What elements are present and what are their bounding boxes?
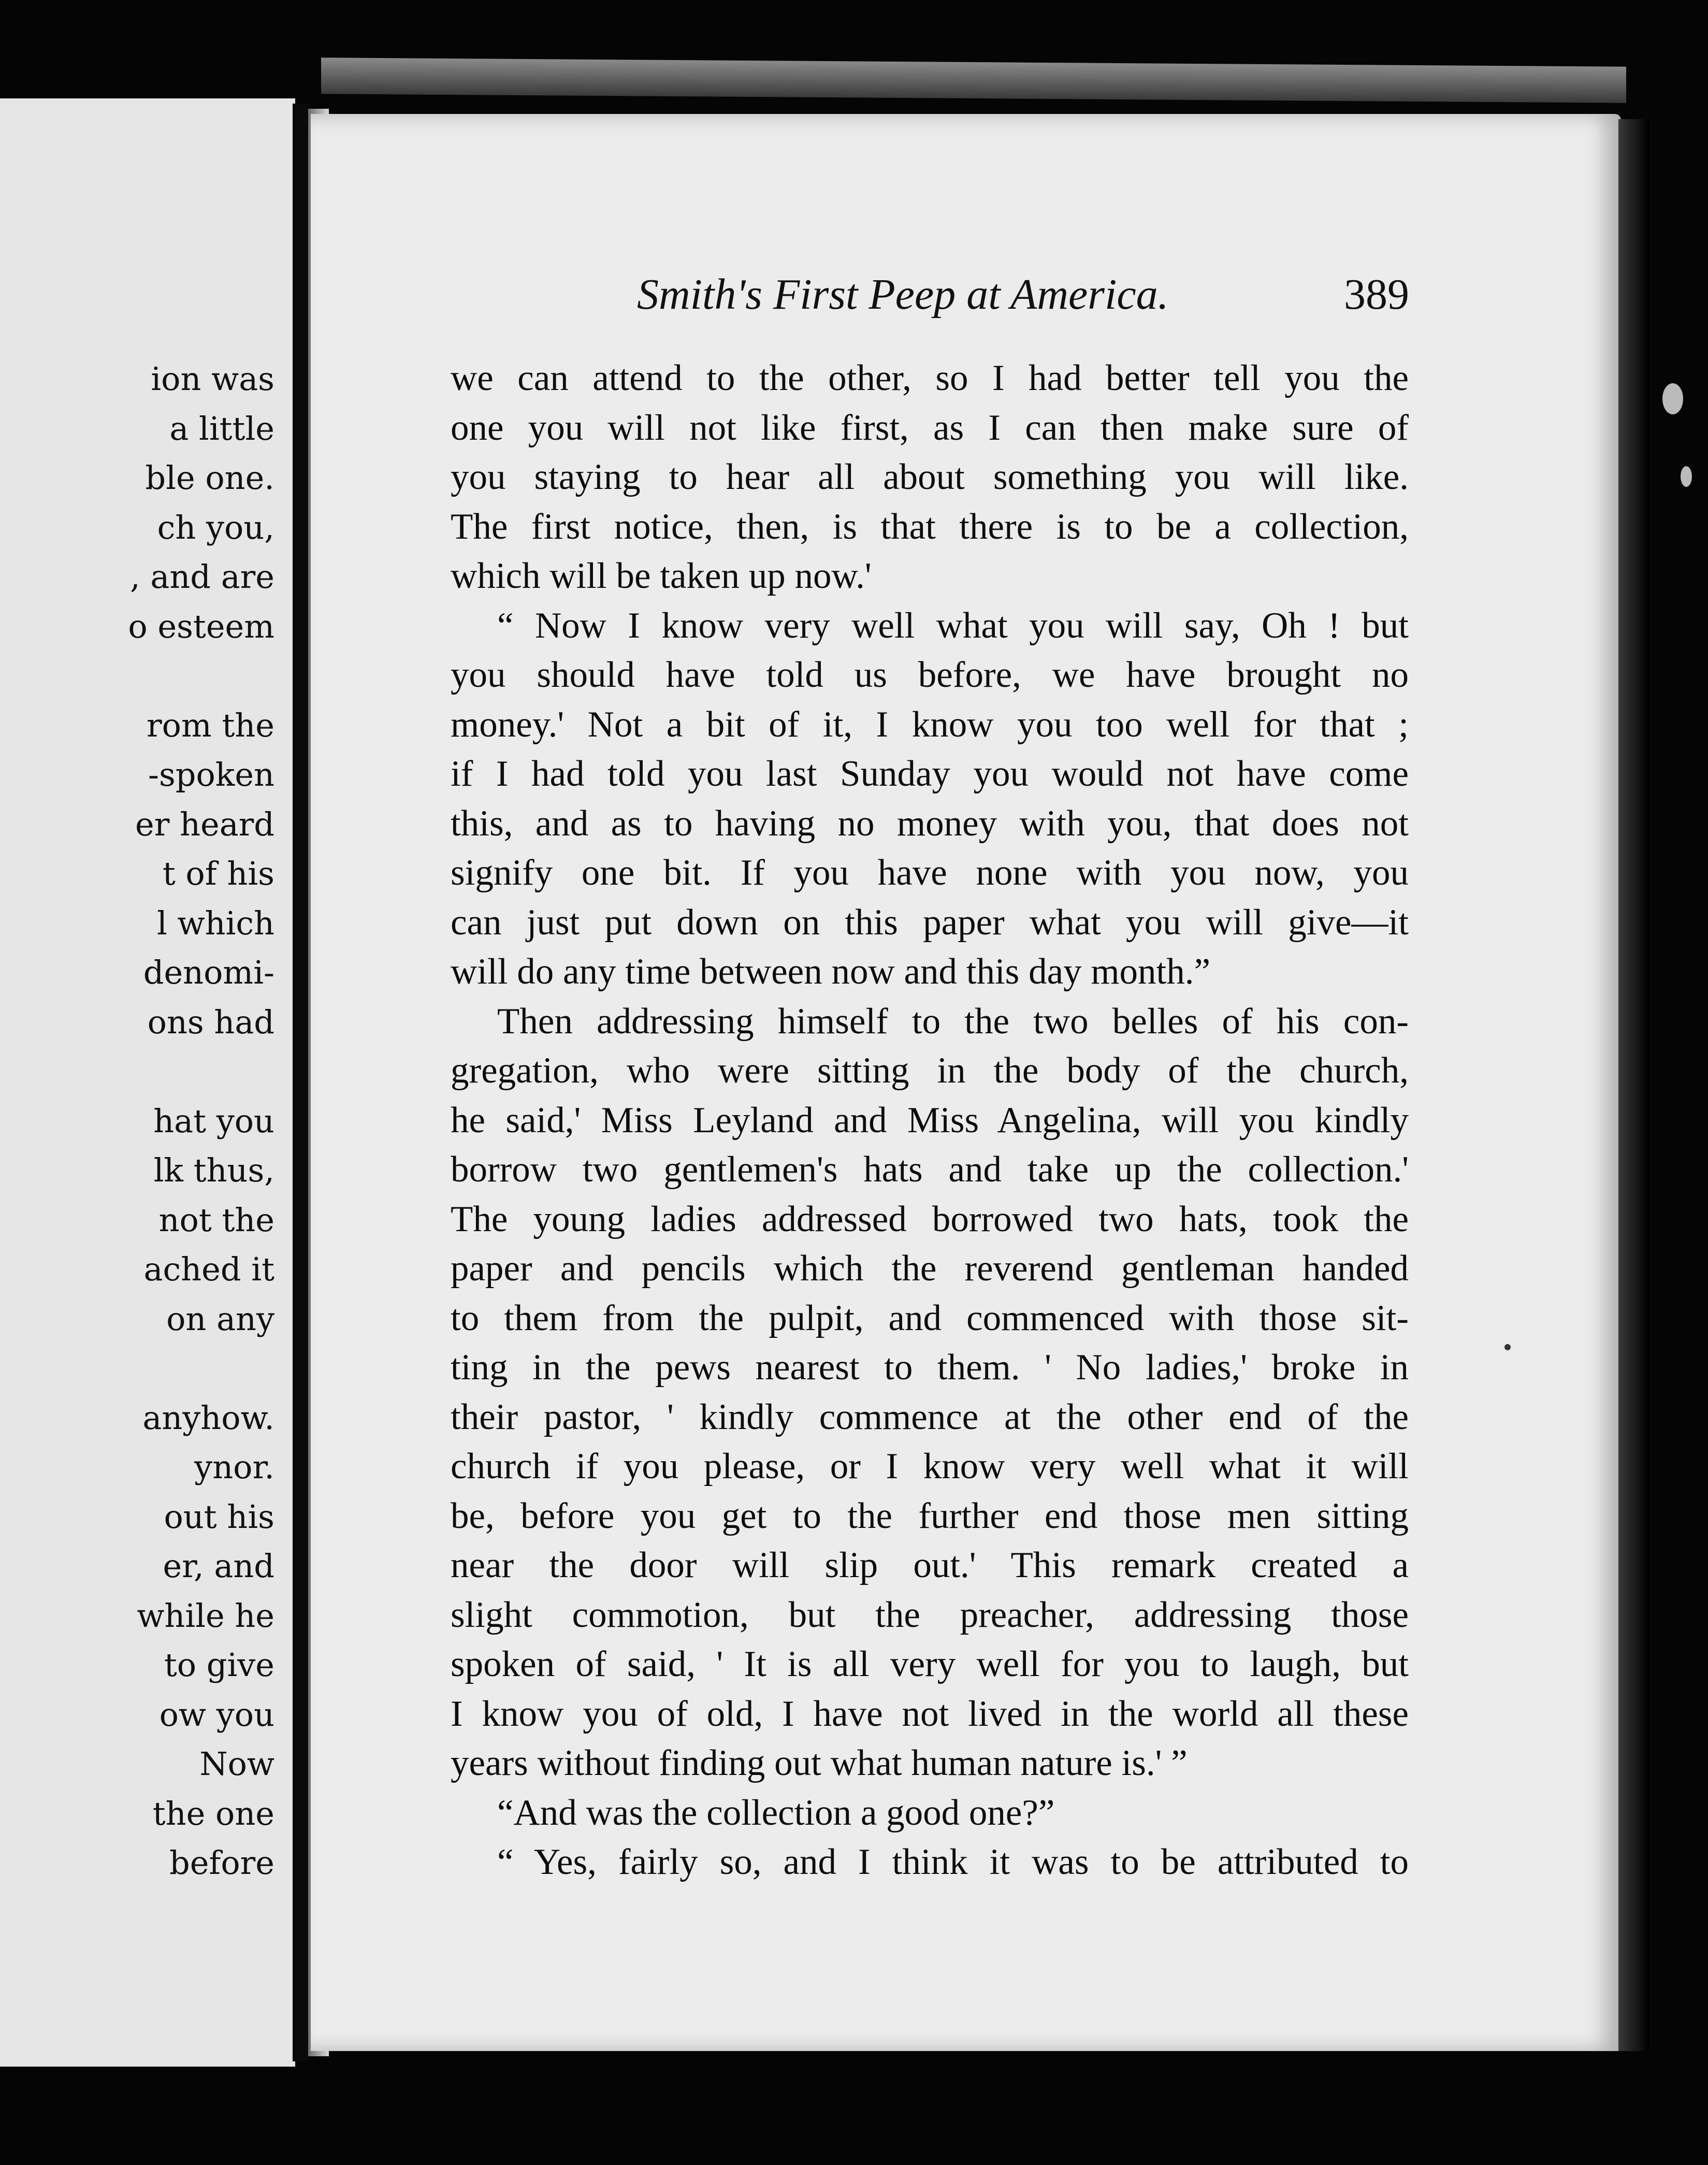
body-line: paper and pencils which the reverend gentleman handed bbox=[451, 1248, 1409, 1289]
left-page-line: Now bbox=[199, 1745, 274, 1783]
running-head: Smith's First Peep at America. bbox=[637, 270, 1169, 319]
body-line: gregation, who were sitting in the body of the church, bbox=[451, 1050, 1409, 1091]
left-page-line: on any bbox=[166, 1300, 274, 1338]
left-page-line: ble one. bbox=[145, 459, 274, 497]
left-page-line: a little bbox=[169, 409, 274, 448]
book-gutter bbox=[293, 104, 308, 2061]
left-page-line: lk thus, bbox=[153, 1151, 274, 1189]
left-page-line: before bbox=[169, 1844, 274, 1882]
body-line: be, before you get to the further end those men sitting bbox=[451, 1495, 1409, 1536]
left-page-line: while he bbox=[137, 1596, 274, 1635]
left-page-line: not the bbox=[158, 1201, 274, 1239]
left-page-line: o esteem bbox=[128, 607, 274, 645]
left-page-line: denomi- bbox=[143, 954, 274, 991]
scan-speck bbox=[1504, 1344, 1511, 1350]
body-line: ting in the pews nearest to them. ' No ladies,' broke in bbox=[451, 1347, 1409, 1388]
left-page-line: t of his bbox=[162, 855, 274, 892]
body-line: he said,' Miss Leyland and Miss Angelina, will you kindly bbox=[451, 1100, 1409, 1141]
body-line: I know you of old, I have not lived in the world all these bbox=[451, 1693, 1409, 1734]
body-line: one you will not like first, as I can then make sure of bbox=[451, 407, 1409, 448]
body-line: can just put down on this paper what you will give—it bbox=[451, 902, 1409, 943]
body-line: to them from the pulpit, and commenced with those sit- bbox=[451, 1297, 1409, 1338]
left-page-line: ion was bbox=[151, 360, 274, 398]
scan-speck bbox=[1662, 383, 1683, 414]
body-line: The young ladies addressed borrowed two hats, took the bbox=[451, 1199, 1409, 1239]
right-page-edge bbox=[1618, 119, 1649, 2051]
body-line: will do any time between now and this day month.” bbox=[451, 951, 1211, 992]
left-page-line: ached it bbox=[143, 1250, 274, 1288]
left-page-line: ch you, bbox=[157, 508, 274, 546]
body-line: money.' Not a bit of it, I know you too well for that ; bbox=[451, 704, 1409, 745]
left-facing-page bbox=[0, 98, 295, 2067]
body-line: borrow two gentlemen's hats and take up the collection.' bbox=[451, 1149, 1409, 1190]
left-page-line: rom the bbox=[146, 706, 274, 744]
body-line: years without finding out what human nature is.' ” bbox=[451, 1743, 1188, 1783]
body-line: near the door will slip out.' This remark created a bbox=[451, 1545, 1409, 1585]
left-page-line: ons had bbox=[147, 1003, 274, 1041]
body-line: we can attend to the other, so I had better tell you the bbox=[451, 358, 1409, 398]
body-line: if I had told you last Sunday you would not have come bbox=[451, 754, 1409, 794]
body-line: “ Yes, fairly so, and I think it was to be attributed to bbox=[497, 1842, 1409, 1882]
left-page-line: out his bbox=[164, 1497, 274, 1536]
left-page-line: er, and bbox=[163, 1547, 274, 1585]
body-line: spoken of said, ' It is all very well for you to laugh, but bbox=[451, 1644, 1409, 1684]
left-page-line: hat you bbox=[153, 1102, 274, 1140]
book-top-edge bbox=[321, 57, 1626, 103]
left-page-line: ynor. bbox=[194, 1448, 274, 1486]
body-line: slight commotion, but the preacher, addressing those bbox=[451, 1594, 1409, 1635]
left-page-line: , and are bbox=[130, 558, 274, 596]
body-line: you should have told us before, we have brought no bbox=[451, 655, 1409, 695]
left-page-line: to give bbox=[164, 1646, 274, 1684]
scan-speck bbox=[1681, 466, 1692, 487]
left-page-line: anyhow. bbox=[142, 1398, 274, 1437]
body-line: this, and as to having no money with you, that does not bbox=[451, 803, 1409, 844]
body-line: The first notice, then, is that there is to be a collection, bbox=[451, 506, 1409, 547]
body-line: their pastor, ' kindly commence at the other end of the bbox=[451, 1396, 1409, 1437]
body-line: “ Now I know very well what you will say, Oh ! but bbox=[497, 605, 1409, 646]
left-page-line: l which bbox=[156, 904, 274, 942]
body-line: Then addressing himself to the two belles of his con- bbox=[497, 1001, 1409, 1042]
body-line: church if you please, or I know very well what it will bbox=[451, 1446, 1409, 1486]
page-number: 389 bbox=[1344, 270, 1409, 319]
left-page-line: the one bbox=[152, 1794, 274, 1832]
left-page-line: -spoken bbox=[148, 756, 274, 793]
left-page-line: ow you bbox=[159, 1695, 274, 1734]
body-line: you staying to hear all about something you will like. bbox=[451, 457, 1409, 497]
left-page-line: er heard bbox=[135, 805, 274, 843]
body-line: “And was the collection a good one?” bbox=[497, 1792, 1055, 1833]
body-line: signify one bit. If you have none with you now, you bbox=[451, 853, 1409, 893]
body-line: which will be taken up now.' bbox=[451, 556, 872, 596]
